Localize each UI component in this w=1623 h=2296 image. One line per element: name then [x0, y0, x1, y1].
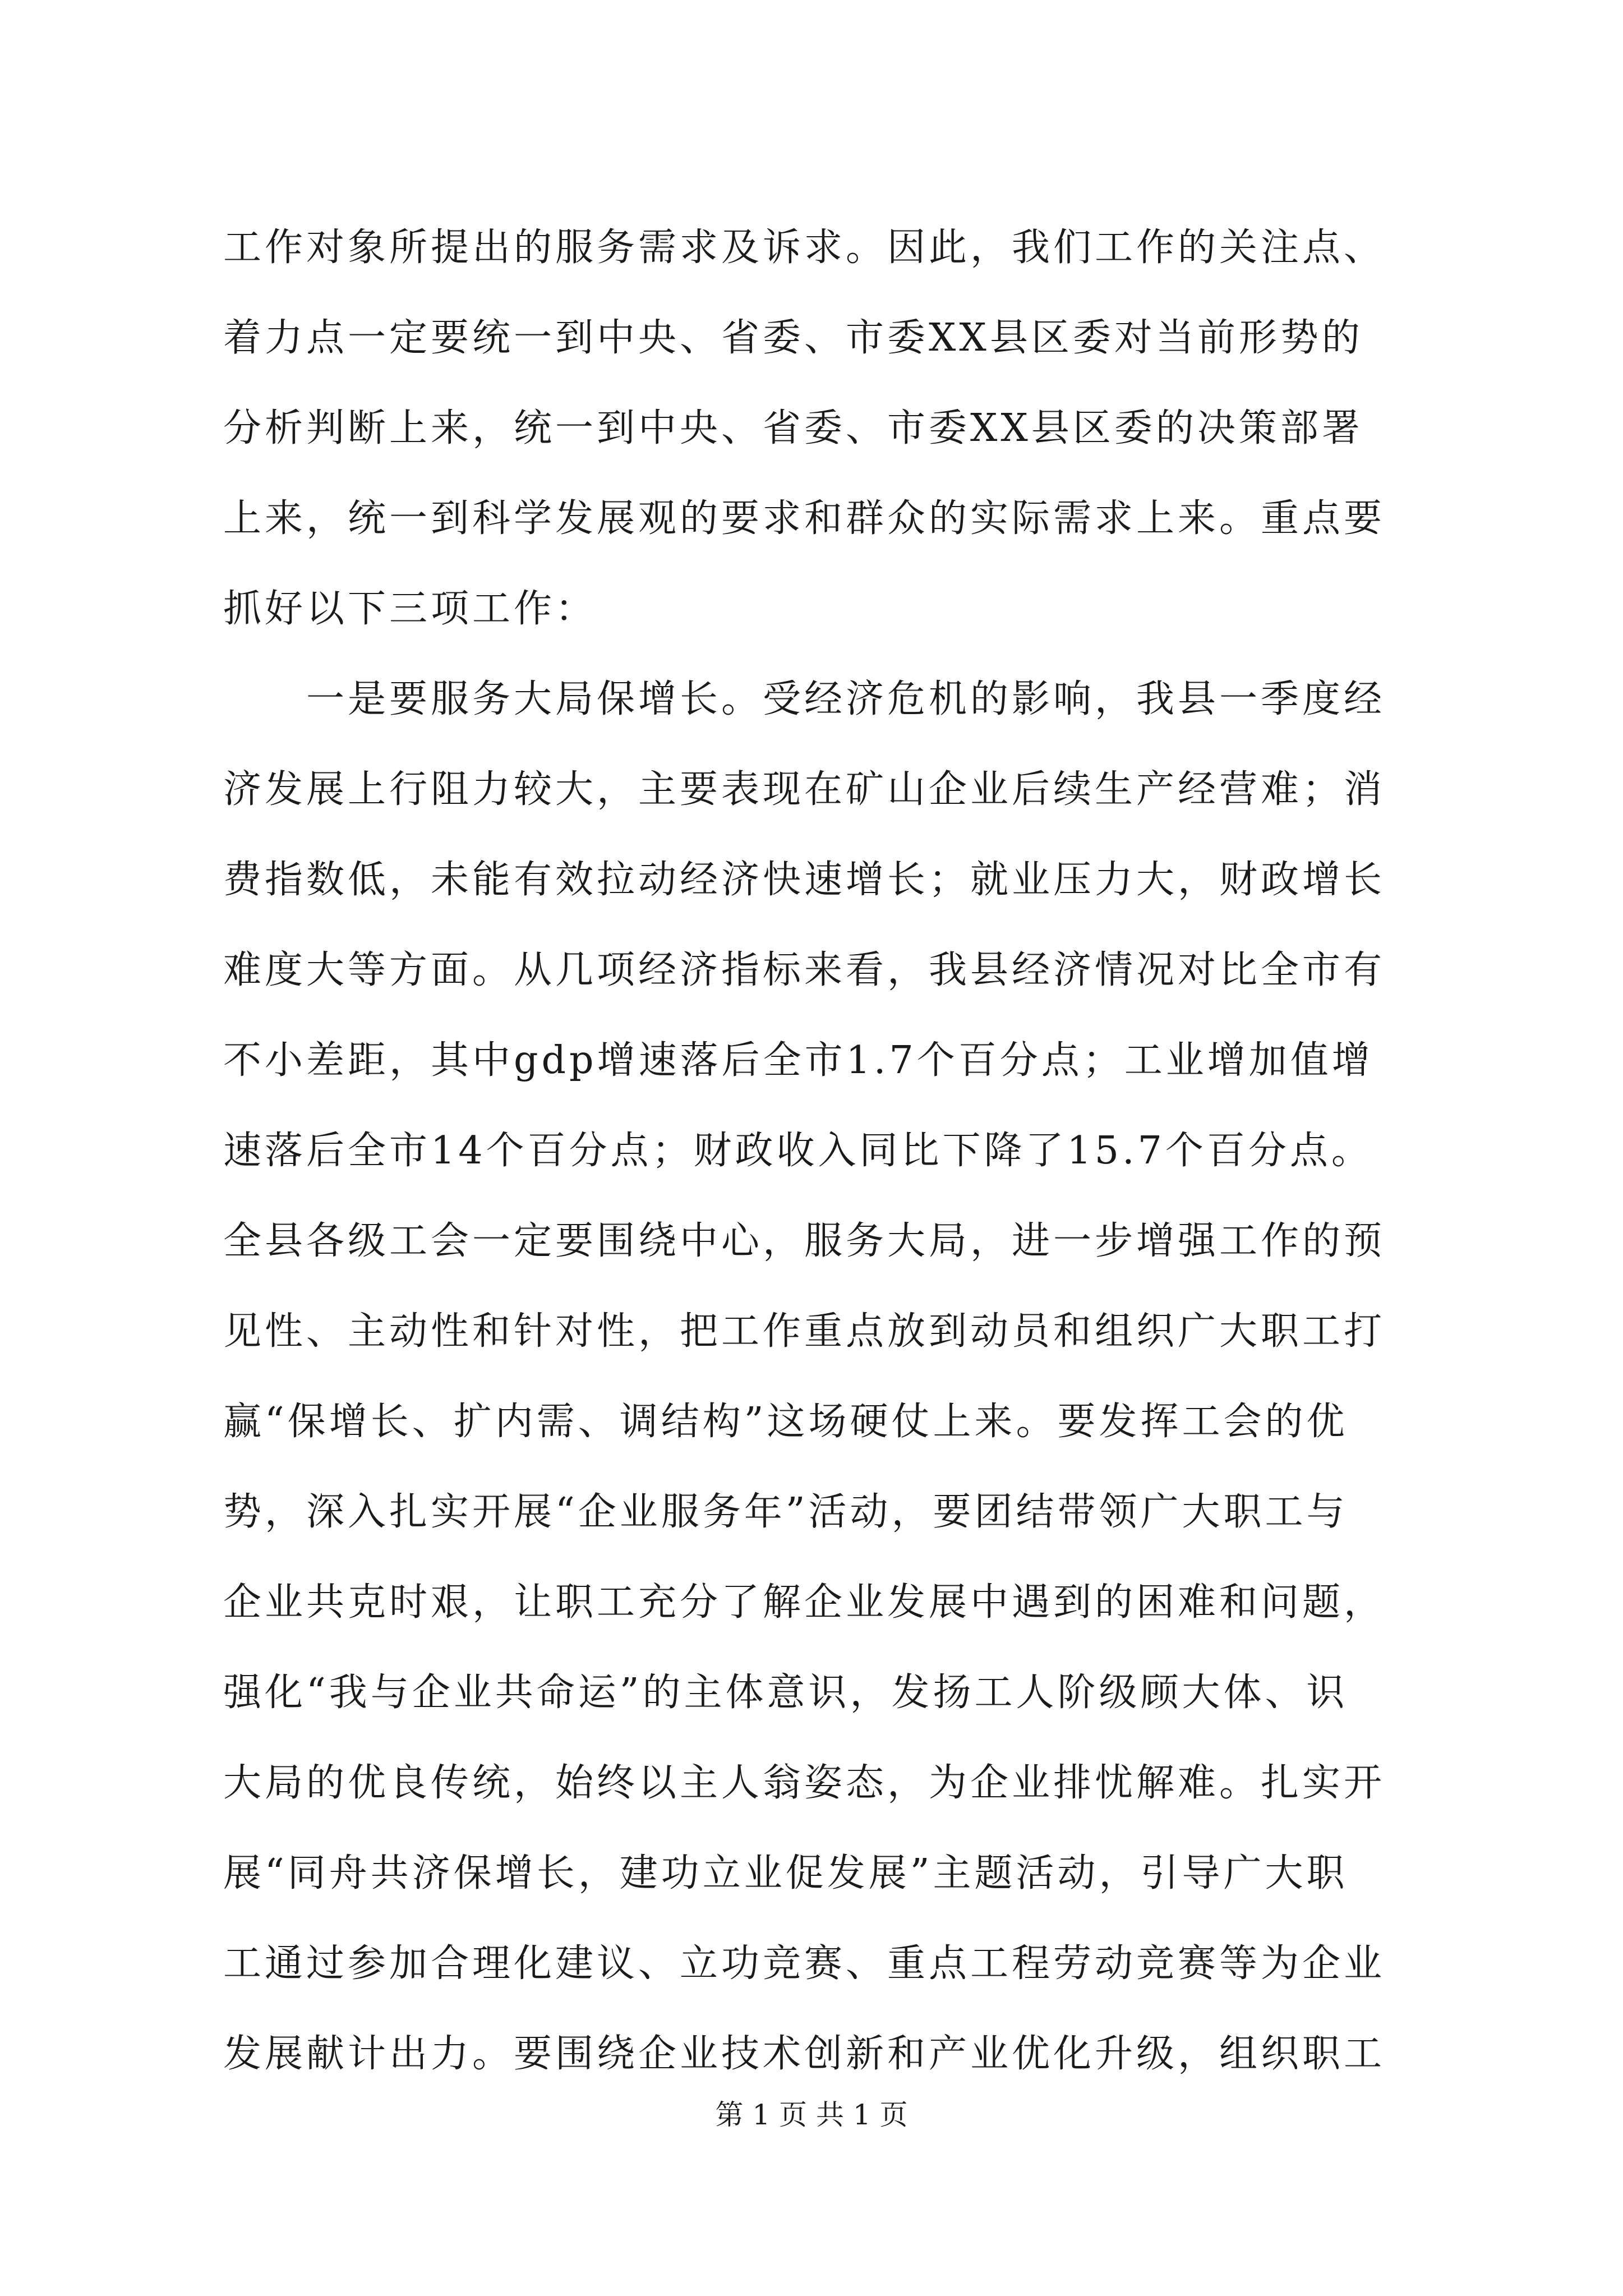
text-line: 分析判断上来，统一到中央、省委、市委XX县区委的决策部署 — [223, 406, 1363, 450]
text-line: 一是要服务大局保增长。受经济危机的影响，我县一季度经 — [223, 677, 1386, 721]
text-line: 抓好以下三项工作： — [223, 587, 597, 631]
page-footer: 第 1 页 共 1 页 — [715, 2099, 908, 2131]
text-line: 展“同舟共济保增长，建功立业促发展”主题活动，引导广大职 — [223, 1851, 1348, 1895]
text-line: 工通过参加合理化建议、立功竞赛、重点工程劳动竞赛等为企业 — [223, 1941, 1386, 1986]
text-line: 全县各级工会一定要围绕中心，服务大局，进一步增强工作的预 — [223, 1219, 1386, 1263]
text-line: 企业共克时艰，让职工充分了解企业发展中遇到的困难和问题， — [223, 1580, 1386, 1625]
text-line: 势，深入扎实开展“企业服务年”活动，要团结带领广大职工与 — [223, 1490, 1348, 1534]
text-line: 着力点一定要统一到中央、省委、市委XX县区委对当前形势的 — [223, 316, 1363, 360]
text-line: 赢“保增长、扩内需、调结构”这场硬仗上来。要发挥工会的优 — [223, 1400, 1348, 1444]
text-line: 工作对象所提出的服务需求及诉求。因此，我们工作的关注点、 — [223, 226, 1386, 270]
text-line: 发展献计出力。要围绕企业技术创新和产业优化升级，组织职工 — [223, 2032, 1386, 2076]
text-line: 见性、主动性和针对性，把工作重点放到动员和组织广大职工打 — [223, 1309, 1386, 1354]
text-line: 费指数低，未能有效拉动经济快速增长；就业压力大，财政增长 — [223, 858, 1386, 902]
text-line: 上来，统一到科学发展观的要求和群众的实际需求上来。重点要 — [223, 496, 1386, 541]
text-line: 强化“我与企业共命运”的主体意识，发扬工人阶级顾大体、识 — [223, 1671, 1348, 1715]
text-line: 速落后全市14个百分点；财政收入同比下降了15.7个百分点。 — [223, 1129, 1373, 1173]
text-line: 难度大等方面。从几项经济指标来看，我县经济情况对比全市有 — [223, 948, 1386, 992]
text-line: 不小差距，其中gdp增速落后全市1.7个百分点；工业增加值增 — [223, 1038, 1373, 1083]
text-line: 济发展上行阻力较大，主要表现在矿山企业后续生产经营难；消 — [223, 767, 1386, 812]
text-line: 大局的优良传统，始终以主人翁姿态，为企业排忧解难。扎实开 — [223, 1761, 1386, 1805]
